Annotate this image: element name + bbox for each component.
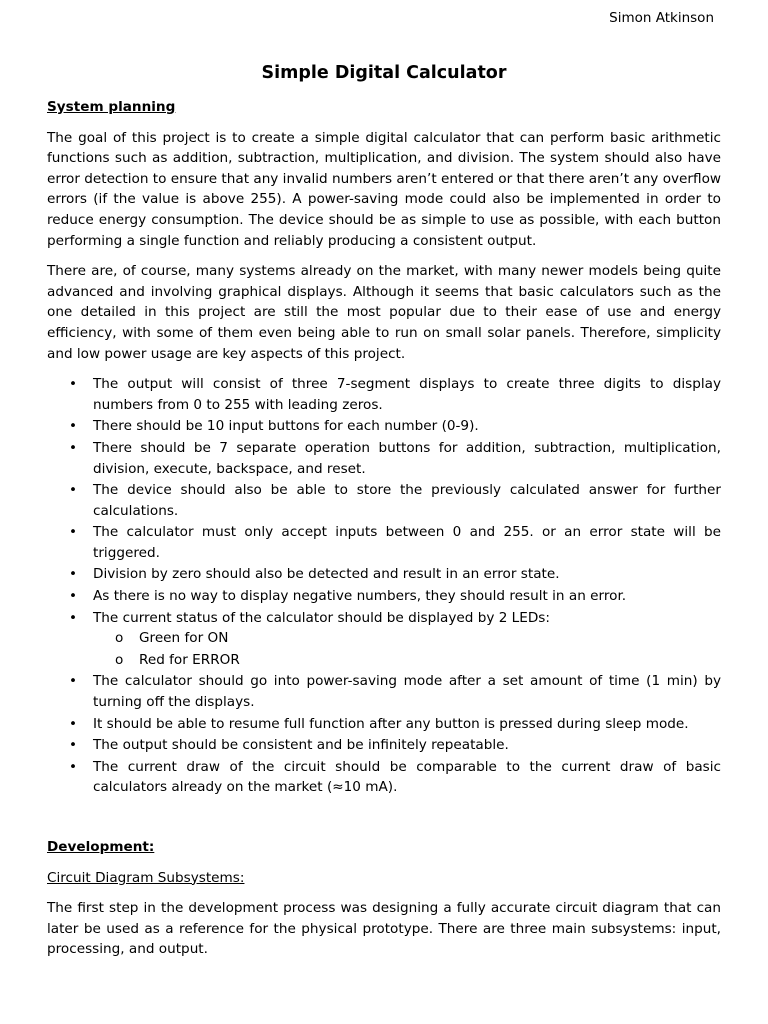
heading-spacer bbox=[47, 858, 721, 868]
bullet-icon: • bbox=[69, 588, 78, 605]
document-title: Simple Digital Calculator bbox=[261, 63, 507, 83]
list-item-text: The current draw of the circuit should be comparable to the current draw of basic calculators already on the market (≈10 mA). bbox=[93, 758, 721, 796]
list-item-text: The current status of the calculator should be displayed by 2 LEDs: bbox=[93, 609, 550, 626]
list-item bbox=[47, 564, 721, 585]
sub-list-item bbox=[93, 628, 721, 649]
author-name: Simon Atkinson bbox=[609, 10, 714, 26]
paragraph-development-intro: The first step in the development process was designing a fully accurate circuit diagram that can later be used as a reference for the physical prototype. There are three main subsystems: input, processing, and output. bbox=[47, 900, 721, 958]
list-item-text: As there is no way to display negative numbers, they should result in an error. bbox=[93, 588, 627, 605]
bullet-icon: • bbox=[69, 524, 78, 541]
section-heading-development: Development: bbox=[47, 839, 155, 855]
list-item bbox=[47, 480, 721, 521]
sub-list-item bbox=[93, 650, 721, 671]
section-spacer bbox=[47, 799, 721, 837]
bullet-icon: • bbox=[69, 376, 78, 393]
bullet-icon: • bbox=[69, 758, 78, 775]
sub-list-item-text: Green for ON bbox=[139, 630, 229, 647]
requirements-list bbox=[47, 374, 721, 798]
hollow-circle-icon: o bbox=[115, 630, 124, 647]
list-item bbox=[47, 714, 721, 735]
bullet-icon: • bbox=[69, 737, 78, 754]
list-item-text: There should be 10 input buttons for each number (0-9). bbox=[93, 418, 479, 435]
bullet-icon: • bbox=[69, 715, 78, 732]
list-item-text: Division by zero should also be detected and result in an error state. bbox=[93, 566, 560, 583]
list-item bbox=[47, 757, 721, 798]
list-item-text: The calculator should go into power-saving mode after a set amount of time (1 min) by turning off the displays. bbox=[93, 673, 721, 711]
section-heading-system-planning: System planning bbox=[47, 99, 176, 115]
document-body bbox=[47, 97, 721, 960]
list-item bbox=[47, 374, 721, 415]
list-item bbox=[47, 671, 721, 712]
list-item bbox=[47, 522, 721, 563]
bullet-icon: • bbox=[69, 418, 78, 435]
list-item bbox=[47, 735, 721, 756]
list-item-text: There should be 7 separate operation buttons for addition, subtraction, multiplication, division, execute, backspace, and reset. bbox=[93, 439, 721, 477]
bullet-icon: • bbox=[69, 482, 78, 499]
list-item-text: The calculator must only accept inputs between 0 and 255. or an error state will be triggered. bbox=[93, 524, 721, 561]
led-status-list bbox=[93, 628, 721, 670]
list-item bbox=[47, 586, 721, 607]
bullet-icon: • bbox=[69, 673, 78, 690]
list-item bbox=[47, 608, 721, 671]
bullet-icon: • bbox=[69, 609, 78, 626]
list-item-text: The output should be consistent and be infinitely repeatable. bbox=[93, 737, 509, 754]
list-item-text: The device should also be able to store the previously calculated answer for further calculations. bbox=[93, 482, 721, 519]
paragraph-project-goal: The goal of this project is to create a simple digital calculator that can perform basic arithmetic functions such as addition, subtraction, multiplication, and division. The system should also have error detection to ensure that any invalid numbers aren’t entered or that there aren’t any overflow errors (if the value is above 255). A power-saving mode could also be implemented in order to reduce energy consumption. The device should be as simple to use as possible, with each button performing a single function and reliably producing a consistent output. bbox=[47, 129, 721, 249]
hollow-circle-icon: o bbox=[115, 651, 124, 668]
paragraph-market-context: There are, of course, many systems already on the market, with many newer models being quite advanced and involving graphical displays. Although it seems that basic calculators such as the one detailed in this project are still the most popular due to their ease of use and energy efficiency, with some of them even being able to run on small solar panels. Therefore, simplicity and low power usage are key aspects of this project. bbox=[47, 263, 721, 362]
list-item-text: The output will consist of three 7-segment displays to create three digits to display numbers from 0 to 255 with leading zeros. bbox=[93, 376, 721, 413]
bullet-icon: • bbox=[69, 439, 78, 456]
bullet-icon: • bbox=[69, 566, 78, 583]
list-item bbox=[47, 416, 721, 437]
subheading-circuit-diagram: Circuit Diagram Subsystems: bbox=[47, 869, 245, 886]
sub-list-item-text: Red for ERROR bbox=[139, 651, 240, 668]
list-item-text: It should be able to resume full function after any button is pressed during sleep mode. bbox=[93, 715, 689, 732]
list-item bbox=[47, 438, 721, 479]
